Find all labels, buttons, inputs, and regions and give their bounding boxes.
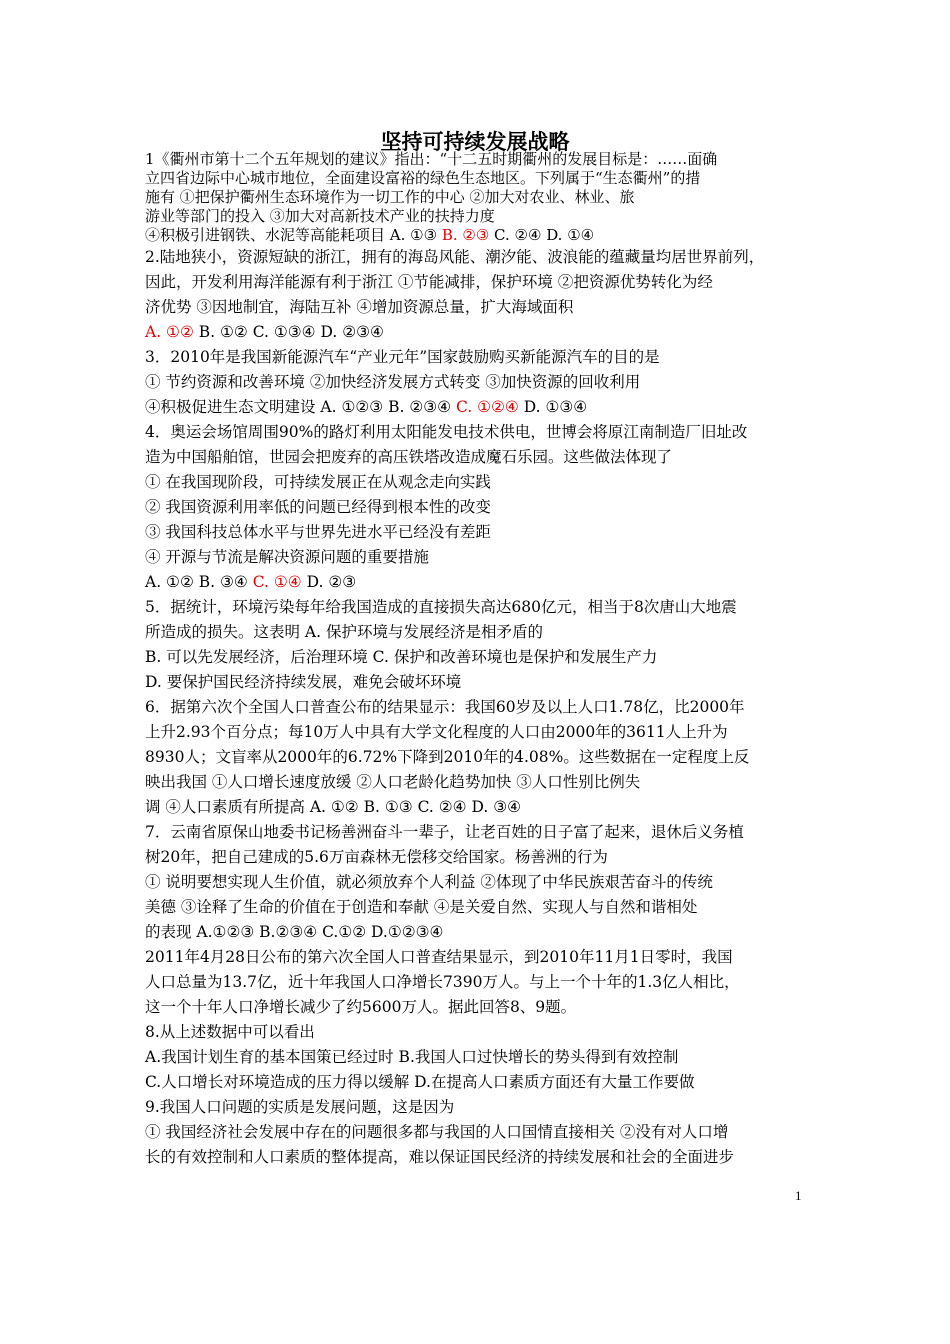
text-line xyxy=(145,697,845,717)
line-text-tail: C. ②④ D. ①④ xyxy=(489,226,595,244)
text-line xyxy=(145,597,845,617)
line-text: 这一个十年人口净增长减少了约5600万人。据此回答8、9题。 xyxy=(145,998,577,1016)
text-line xyxy=(145,1147,845,1167)
text-line xyxy=(145,169,845,187)
text-line xyxy=(145,447,845,467)
text-line xyxy=(145,497,845,517)
line-text: ① 节约资源和改善环境 ②加快经济发展方式转变 ③加快资源的回收利用 xyxy=(145,373,641,391)
text-line xyxy=(145,947,845,967)
line-text: 1《衢州市第十二个五年规划的建议》指出：“十二五时期衢州的发展目标是：……面确 xyxy=(145,150,718,168)
line-text: ① 说明要想实现人生价值，就必须放弃个人利益 ②体现了中华民族艰苦奋斗的传统 xyxy=(145,873,713,891)
line-text: 3．2010年是我国新能源汽车“产业元年”国家鼓励购买新能源汽车的目的是 xyxy=(145,348,660,366)
line-text: 立四省边际中心城市地位，全面建设富裕的绿色生态地区。下列属于“生态衢州”的措 xyxy=(145,169,701,187)
text-line xyxy=(145,922,845,942)
line-text: 映出我国 ①人口增长速度放缓 ②人口老龄化趋势加快 ③人口性别比例失 xyxy=(145,773,641,791)
text-line xyxy=(145,797,845,817)
text-line xyxy=(145,1122,845,1142)
line-text: B. 可以先发展经济，后治理环境 C. 保护和改善环境也是保护和发展生产力 xyxy=(145,648,658,666)
highlighted-answer: C. ①②④ xyxy=(455,398,519,416)
line-text: 人口总量为13.7亿，近十年我国人口净增长7390万人。与上一个十年的1.3亿人相比， xyxy=(145,973,740,991)
text-line xyxy=(145,622,845,642)
line-text: 8.从上述数据中可以看出 xyxy=(145,1023,315,1041)
text-line xyxy=(145,188,845,206)
text-line xyxy=(145,572,845,592)
line-text: 树20年，把自己建成的5.6万亩森林无偿移交给国家。杨善洲的行为 xyxy=(145,848,608,866)
text-line xyxy=(145,772,845,792)
line-text: ② 我国资源利用率低的问题已经得到根本性的改变 xyxy=(145,498,491,516)
highlighted-answer: B. ②③ xyxy=(441,226,490,244)
line-text: A.我国计划生育的基本国策已经过时 B.我国人口过快增长的势头得到有效控制 xyxy=(145,1048,679,1066)
page-number: 1 xyxy=(795,1188,802,1203)
line-text: 济优势 ③因地制宜，海陆互补 ④增加资源总量，扩大海域面积 xyxy=(145,298,574,316)
line-text: ④积极促进生态文明建设 A. ①②③ B. ②③④ xyxy=(145,398,456,416)
line-text: ③ 我国科技总体水平与世界先进水平已经没有差距 xyxy=(145,523,491,541)
line-text: 2011年4月28日公布的第六次全国人口普查结果显示，到2010年11月1日零时，我国 xyxy=(145,948,733,966)
text-line xyxy=(145,1022,845,1042)
text-line xyxy=(145,297,845,317)
line-text: A. ①② B. ③④ xyxy=(145,573,253,591)
text-line xyxy=(145,647,845,667)
line-text: 调 ④人口素质有所提高 A. ①② B. ①③ C. ②④ D. ③④ xyxy=(145,798,521,816)
text-line xyxy=(145,897,845,917)
line-text: 8930人；文盲率从2000年的6.72%下降到2010年的4.08%。这些数据在一定程度上反 xyxy=(145,748,750,766)
line-text-tail: B. ①② C. ①③④ D. ②③④ xyxy=(193,323,384,341)
text-line xyxy=(145,397,845,417)
line-text: ① 我国经济社会发展中存在的问题很多都与我国的人口国情直接相关 ②没有对人口增 xyxy=(145,1123,729,1141)
text-line xyxy=(145,1072,845,1092)
text-line xyxy=(145,997,845,1017)
line-text: 长的有效控制和人口素质的整体提高，难以保证国民经济的持续发展和社会的全面进步 xyxy=(145,1148,735,1166)
text-line xyxy=(145,872,845,892)
text-line xyxy=(145,1047,845,1067)
text-line xyxy=(145,322,845,342)
text-line xyxy=(145,722,845,742)
line-text: C.人口增长对环境造成的压力得以缓解 D.在提高人口素质方面还有大量工作要做 xyxy=(145,1073,695,1091)
line-text: 2.陆地狭小，资源短缺的浙江，拥有的海岛风能、潮汐能、波浪能的蕴藏量均居世界前列， xyxy=(145,248,765,266)
line-text: ④ 开源与节流是解决资源问题的重要措施 xyxy=(145,548,429,566)
text-line xyxy=(145,1097,845,1117)
line-text: 5．据统计，环境污染每年给我国造成的直接损失高达680亿元，相当于8次唐山大地震 xyxy=(145,598,737,616)
text-line xyxy=(145,672,845,692)
text-line xyxy=(145,372,845,392)
line-text: 所造成的损失。这表明 A. 保护环境与发展经济是相矛盾的 xyxy=(145,623,543,641)
line-text: D. 要保护国民经济持续发展，难免会破坏环境 xyxy=(145,673,462,691)
text-line xyxy=(145,747,845,767)
highlighted-answer: A. ①② xyxy=(145,323,194,341)
text-line xyxy=(145,972,845,992)
line-text: ① 在我国现阶段，可持续发展正在从观念走向实践 xyxy=(145,473,491,491)
text-line xyxy=(145,472,845,492)
text-line xyxy=(145,847,845,867)
text-line xyxy=(145,207,845,225)
line-text: 因此，开发利用海洋能源有利于浙江 ①节能减排，保护环境 ②把资源优势转化为经 xyxy=(145,273,713,291)
line-text: 造为中国船舶馆，世园会把废弃的高压铁塔改造成魔石乐园。这些做法体现了 xyxy=(145,448,673,466)
page-title: 坚持可持续发展战略 xyxy=(380,130,570,154)
line-text: ④积极引进钢铁、水泥等高能耗项目 A. ①③ xyxy=(145,226,442,244)
text-line xyxy=(145,422,845,442)
line-text: 上升2.93个百分点；每10万人中具有大学文化程度的人口由2000年的3611人上升为 xyxy=(145,723,728,741)
text-line xyxy=(145,272,845,292)
text-line xyxy=(145,226,845,244)
line-text: 施有 ①把保护衢州生态环境作为一切工作的中心 ②加大对农业、林业、旅 xyxy=(145,188,635,206)
highlighted-answer: C. ①④ xyxy=(252,573,302,591)
text-line xyxy=(145,247,845,267)
line-text: 的表现 A.①②③ B.②③④ C.①② D.①②③④ xyxy=(145,923,444,941)
line-text-tail: D. ①③④ xyxy=(518,398,588,416)
text-line xyxy=(145,150,845,168)
text-line xyxy=(145,547,845,567)
line-text: 游业等部门的投入 ③加大对高新技术产业的扶持力度 xyxy=(145,207,495,225)
text-line xyxy=(145,522,845,542)
line-text: 美德 ③诠释了生命的价值在于创造和奉献 ④是关爱自然、实现人与自然和谐相处 xyxy=(145,898,698,916)
line-text: 6．据第六次个全国人口普查公布的结果显示：我国60岁及以上人口1.78亿，比2000年 xyxy=(145,698,745,716)
line-text: 7．云南省原保山地委书记杨善洲奋斗一辈子，让老百姓的日子富了起来，退休后义务植 xyxy=(145,823,744,841)
text-line xyxy=(145,822,845,842)
text-line xyxy=(145,347,845,367)
line-text: 4．奥运会场馆周围90%的路灯利用太阳能发电技术供电，世博会将原江南制造厂旧址改 xyxy=(145,423,748,441)
line-text: 9.我国人口问题的实质是发展问题，这是因为 xyxy=(145,1098,455,1116)
line-text-tail: D. ②③ xyxy=(301,573,357,591)
